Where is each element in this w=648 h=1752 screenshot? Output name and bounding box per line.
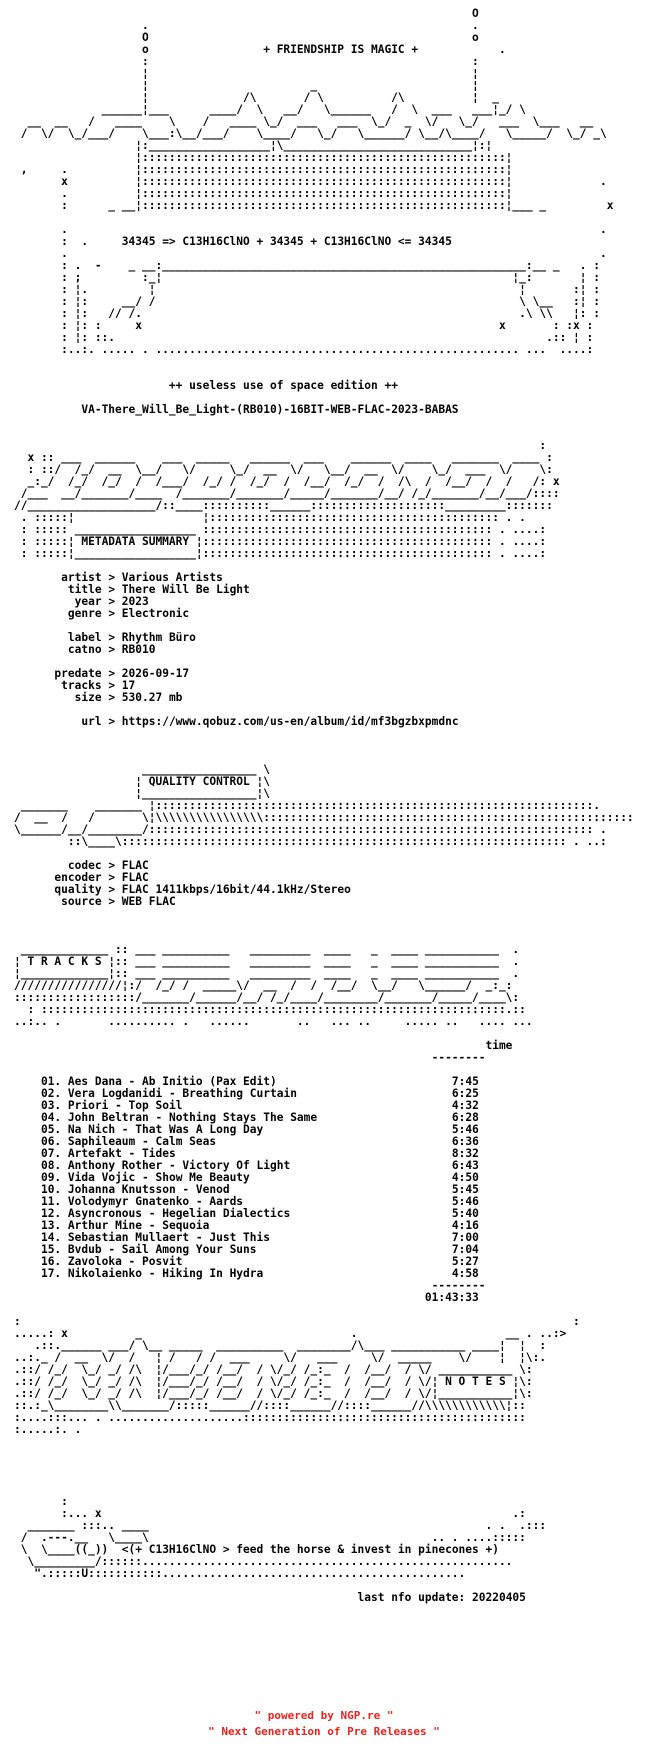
track-time: 7:04 <box>451 1243 479 1256</box>
powered-by-link[interactable]: " powered by NGP.re " <box>254 1709 394 1722</box>
track-number: 03. <box>40 1099 62 1112</box>
ascii-art-line: time <box>14 1039 513 1052</box>
section-title-notes: N O T E S <box>445 1375 506 1388</box>
ascii-art-line: : ::::: __________________ ::::::::::::::::::::::::::::::::::::::::::: . ....: <box>14 523 547 536</box>
last-update <box>14 1592 634 1604</box>
metadata-row: size > 530.27 mb <box>74 691 183 704</box>
ascii-art-line: -------- <box>14 1051 486 1064</box>
ascii-art-line: : _ __¦::::::::::::::::::::::::::::::::::::::::::::::::::::::¦___ _ x <box>14 199 614 212</box>
ascii-art-line: \______/__/________/:::::::::::::::::::::::::::::::::::::::::::::::::::::::::::::::::: . <box>14 823 607 836</box>
track-number: 07. <box>40 1147 62 1160</box>
track-title: Arthur Mine - Sequoia <box>67 1219 210 1232</box>
ascii-art-line: : <box>14 439 547 452</box>
ascii-art-line: ¦ _ ¦ <box>14 79 479 92</box>
track-time: 7:45 <box>451 1075 479 1088</box>
ascii-art-line: : :::::¦__________________¦::::::::::::::::::::::::::::::::::::::::::: . ....: <box>14 547 547 560</box>
track-time: 5:27 <box>451 1255 479 1268</box>
ascii-art-line <box>14 1472 634 1484</box>
ascii-art-line: ..:._ / __ \/ / ¦ / / / ___ \/ ___ \/ _____ \/ ¦ ¦\:. <box>14 1351 547 1364</box>
ascii-art-line: . ¦::::::::::::::::::::::::::::::::::::::::::::::::::::::¦ <box>14 187 513 200</box>
ascii-art-line: / .---.__ \____\ .. . ....::::: <box>14 1531 526 1544</box>
ascii-art-line: _________________ \ <box>14 763 270 776</box>
track-time: 4:16 <box>451 1219 479 1232</box>
track-time: 7:00 <box>451 1231 479 1244</box>
ascii-art-line: : ¦: ::. .:: ¦ : <box>14 331 594 344</box>
metadata-key: url <box>81 715 102 728</box>
quality-key: quality <box>54 883 102 896</box>
metadata-key: label <box>67 631 102 644</box>
formula-line: : . 34345 => C13H16ClNO + 34345 + C13H16ClNO <= 34345 <box>14 235 452 248</box>
ascii-art-line: /___ __/_______/____ /_______/_______/_____/_______/__/ /_/_______/__/___/:::: <box>14 487 560 500</box>
ascii-art-line: -------- <box>14 1279 486 1292</box>
ascii-art-line: ¦ ¦ <box>14 67 479 80</box>
track-time: 4:50 <box>451 1171 479 1184</box>
release-name <box>14 404 634 416</box>
ascii-art-line: ¦::::::::::::::::::::::::::::::::::::::::::::::::::::::¦ <box>14 151 513 164</box>
ascii-art-line: .::/ /_/ \_/ _/ /\ ¦/___/_/ /__/ / \/_/ /_:_ / /__/ / \/ ___________ \: <box>14 1363 533 1376</box>
ascii-art-line <box>14 1460 634 1472</box>
ascii-art-line: ______¦___ ____/ \ __/ \______ / \ ___ ___¦_/ \ <box>14 103 526 116</box>
ascii-art-line: _______ _______ ¦:::::::::::::::::::::::::::::::::::::::::::::::::::::::::::::::::. <box>14 799 600 812</box>
ascii-art-line: : ¦: __/ / \ \__ :¦ : <box>14 295 600 308</box>
track-title: Anthony Rother - Victory Of Light <box>67 1159 291 1172</box>
ascii-art-line: : ¦: : x x : :x : <box>14 319 594 332</box>
track-title: Priori - Top Soil <box>67 1099 183 1112</box>
ascii-art-line <box>14 416 634 428</box>
total-time-text: 01:43:33 <box>424 1291 479 1304</box>
metadata-row: genre > Electronic <box>67 607 190 620</box>
track-number: 08. <box>40 1159 62 1172</box>
section-header-notes: .::/ /_/ \_/ _/ /\ ¦/___/_/ /__/ / \/_/ /_:_ / /__/ / \/¦ N O T E S ¦\: <box>14 1375 533 1388</box>
quality-key: source <box>61 895 102 908</box>
ascii-art-line: //___________________/::____::::::::::______::::::::::::::::::::_________::::::: <box>14 499 553 512</box>
ascii-art-line <box>14 1484 634 1496</box>
track-time: 5:46 <box>451 1123 479 1136</box>
quality-row: source > WEB FLAC <box>61 895 176 908</box>
ascii-art-line: . . <box>14 247 607 260</box>
ascii-art-line: :... x .: <box>14 1507 526 1520</box>
track-title: Aes Dana - Ab Initio (Pax Edit) <box>67 1075 277 1088</box>
ascii-art-line: ¦:__________________¦\____________________________¦:¦ <box>14 139 493 152</box>
ascii-art-line: / \/ \_/___/ \___:\__/___/ \____/ \_/ \______/ \__/\____/ \_____/ \_/ _\ <box>14 127 607 140</box>
metadata-key: artist <box>61 571 102 584</box>
metadata-key: genre <box>67 607 102 620</box>
footer-tagline-link[interactable]: " Next Generation of Pre Releases " <box>208 1725 440 1738</box>
ascii-art-line: :.....:. . <box>14 1423 82 1436</box>
metadata-value: Various Artists <box>121 571 223 584</box>
metadata-value: There Will Be Light <box>121 583 250 596</box>
ascii-art-line: . . <box>14 223 607 236</box>
ascii-art-line <box>14 920 634 932</box>
quality-value: FLAC <box>121 871 149 884</box>
ascii-art-line: ::\____\:::::::::::::::::::::::::::::::::::::::::::::::::::::::::::::::::: . ..: <box>14 835 607 848</box>
track-title: Volodymyr Gnatenko - Aards <box>67 1195 244 1208</box>
header-title: o + FRIENDSHIP IS MAGIC + . <box>14 43 506 56</box>
track-number: 12. <box>40 1207 62 1220</box>
ascii-art-line: : : <box>14 55 479 68</box>
edition-line-text: ++ useless use of space edition ++ <box>168 379 398 392</box>
metadata-key: size <box>74 691 102 704</box>
edition-line <box>14 380 634 392</box>
ascii-art-line: : ¦. ¦ ¦ :¦ : <box>14 283 600 296</box>
metadata-row: year > 2023 <box>74 595 149 608</box>
track-number: 04. <box>40 1111 62 1124</box>
metadata-value: Rhythm Büro <box>121 631 196 644</box>
metadata-row: tracks > 17 <box>61 679 136 692</box>
header-title-text: + FRIENDSHIP IS MAGIC + <box>263 43 419 56</box>
ascii-art-line: __ __ / ____ \ / ____ \_/ ___ ___ \_/ _ \/ \_/ ___ \___ __ <box>14 115 594 128</box>
last-update-text: last nfo update: 20220405 <box>357 1591 526 1604</box>
ascii-art-line: _______ :::.. ____ . . .::: <box>14 1519 547 1532</box>
ascii-art-line: : ; :_¦ ¦_: ¦ : <box>14 271 600 284</box>
metadata-row: label > Rhythm Büro <box>67 631 196 644</box>
ascii-art-line: , . ¦::::::::::::::::::::::::::::::::::::::::::::::::::::::¦ <box>14 163 513 176</box>
track-title: Na Nich - That Was A Long Day <box>67 1123 264 1136</box>
section-title-metadata: METADATA SUMMARY <box>81 535 190 548</box>
metadata-key: year <box>74 595 102 608</box>
track-number: 17. <box>40 1267 62 1280</box>
ascii-art-line <box>14 740 634 752</box>
metadata-value: 2023 <box>121 595 149 608</box>
section-title-quality: QUALITY CONTROL <box>148 775 250 788</box>
ascii-art-line: : <box>14 1495 68 1508</box>
ascii-art-line: . . <box>14 19 479 32</box>
ascii-art-line: ¦_____________¦:: ___ __________ _________ ____ _ ____ ___________ . <box>14 967 520 980</box>
metadata-row: title > There Will Be Light <box>67 583 250 596</box>
ascii-art-line <box>14 1436 634 1448</box>
metadata-row: artist > Various Artists <box>61 571 223 584</box>
ascii-art-line <box>14 728 634 740</box>
track-title: Asyncronous - Hegelian Dialectics <box>67 1207 291 1220</box>
track-time: 4:32 <box>451 1099 479 1112</box>
track-time: 5:46 <box>451 1195 479 1208</box>
ascii-art-line: ..:.. . .......... . ...... .. ... .. ..... .. .... ... <box>14 1015 533 1028</box>
metadata-key: tracks <box>61 679 102 692</box>
ascii-art-line: : : <box>14 1315 580 1328</box>
quality-key: codec <box>67 859 102 872</box>
track-title: Bvdub - Sail Among Your Suns <box>67 1243 257 1256</box>
site-footer <box>0 1708 648 1740</box>
quality-value: FLAC 1411kbps/16bit/44.1kHz/Stereo <box>121 883 351 896</box>
ascii-art-line: / __ / / \¦\\\\\\\\\\\\\\\\::::::::::::::::::::::::::::::::::::::::::::::::::::::: <box>14 811 634 824</box>
track-title: Vera Logdanidi - Breathing Curtain <box>67 1087 297 1100</box>
ascii-art-line: O <box>14 8 479 20</box>
track-number: 13. <box>40 1219 62 1232</box>
track-time: 5:45 <box>451 1183 479 1196</box>
quality-row: codec > FLAC <box>67 859 149 872</box>
section-header-metadata: : :::::¦ METADATA SUMMARY ¦::::::::::::::::::::::::::::::::::::::::::: . ....: <box>14 535 547 548</box>
track-number: 16. <box>40 1255 62 1268</box>
quality-row: encoder > FLAC <box>54 871 149 884</box>
metadata-value: 2026-09-17 <box>121 667 190 680</box>
ascii-art-line: O o <box>14 31 479 44</box>
track-time: 4:58 <box>451 1267 479 1280</box>
ascii-art-line: x ¦::::::::::::::::::::::::::::::::::::::::::::::::::::::¦ . <box>14 175 607 188</box>
section-title-tracks: T R A C K S <box>27 955 102 968</box>
ascii-art-line: x :: ___ ______ ___ _____ ______ ___ ______ ____ _______ ____ : <box>14 451 553 464</box>
ascii-art-line: ¦_________________¦\ <box>14 787 270 800</box>
section-header-tracks: ¦ T R A C K S ¦:: ___ __________ _________ ____ _ ____ ___________ . <box>14 955 520 968</box>
track-title: Artefakt - Tides <box>67 1147 176 1160</box>
track-number: 14. <box>40 1231 62 1244</box>
track-title: Zavoloka - Posvit <box>67 1255 183 1268</box>
track-title: Vida Vojic - Show Me Beauty <box>67 1171 250 1184</box>
ascii-art-line: ".:::::U:::::::::::............................................. <box>14 1567 466 1580</box>
ascii-art-line: ////////////////¦:/ /_/ / _____\/ __ / / /__/ \__/ \______/ _:_: <box>14 979 513 992</box>
release-name-text: VA-There_Will_Be_Light-(RB010)-16BIT-WEB-FLAC-2023-BABAS <box>81 403 459 416</box>
ascii-art-line <box>14 1448 634 1460</box>
track-title: Johanna Knutsson - Venod <box>67 1183 230 1196</box>
quality-value: FLAC <box>121 859 149 872</box>
metadata-value: RB010 <box>121 643 156 656</box>
section-header-quality: ¦ QUALITY CONTROL ¦\ <box>14 775 270 788</box>
metadata-key: predate <box>54 667 102 680</box>
quality-row: quality > FLAC 1411kbps/16bit/44.1kHz/Stereo <box>54 883 351 896</box>
track-time: 6:43 <box>451 1159 479 1172</box>
ascii-art-line <box>14 356 634 368</box>
track-number: 02. <box>40 1087 62 1100</box>
formula-line-text: 34345 => C13H16ClNO + 34345 + C13H16ClNO <= 34345 <box>121 235 452 248</box>
ascii-art-line: : ::/ /_/ __ \__/ \/ \_/ __ \/ \__/ __ \/ \_/ ___ \/ \: <box>14 463 553 476</box>
ascii-art-line: _:_/ /_/ /_/ / /___/ /_/ / /_/ / /__/ /_/ / /\ / /__/ / / /: x <box>14 475 560 488</box>
ascii-art-line: .::/ /_/ \_/ _/ /\ ¦/___/_/ /__/ / \/_/ /_:_ / /__/ / \/¦___________¦\: <box>14 1387 533 1400</box>
ascii-art-line: . :::::¦ ¦::::::::::::::::::::::::::::::::::::::::::: . . <box>14 511 526 524</box>
track-time: 6:25 <box>451 1087 479 1100</box>
notes-tagline-text: <(+ C13H16ClNO > feed the horse & invest in pinecones +) <box>121 1543 499 1556</box>
track-title: Saphileaum - Calm Seas <box>67 1135 217 1148</box>
ascii-art-line: .....: x _ . __ . ..:> <box>14 1327 567 1340</box>
metadata-value: Electronic <box>121 607 190 620</box>
ascii-art-line: :....:::... . ....................:::::::::::::::::::::::::::::::::::::::::: <box>14 1411 526 1424</box>
track-time: 6:28 <box>451 1111 479 1124</box>
track-title: Sebastian Mullaert - Just This <box>67 1231 270 1244</box>
ascii-art-line: : . - _ __:______________________________________________________:__ _ . : <box>14 259 600 272</box>
metadata-value: 530.27 mb <box>121 691 183 704</box>
track-title: Nikolaienko - Hiking In Hydra <box>67 1267 264 1280</box>
metadata-key: title <box>67 583 102 596</box>
track-time: 8:32 <box>451 1147 479 1160</box>
metadata-row: catno > RB010 <box>67 643 156 656</box>
track-time: 5:40 <box>451 1207 479 1220</box>
track-number: 05. <box>40 1123 62 1136</box>
metadata-value: https://www.qobuz.com/us-en/album/id/mf3bgzbxpmdnc <box>121 715 459 728</box>
track-number: 01. <box>40 1075 62 1088</box>
notes-tagline: \ \____((_)) <(+ C13H16ClNO > feed the horse & invest in pinecones +) <box>14 1543 499 1556</box>
metadata-row: predate > 2026-09-17 <box>54 667 190 680</box>
track-time: 6:36 <box>451 1135 479 1148</box>
ascii-art-line: : ¦: // /. .\ \\ ¦: : <box>14 307 600 320</box>
ascii-art-line: \_________/::::::....................................................... <box>14 1555 513 1568</box>
track-title: John Beltran - Nothing Stays The Same <box>67 1111 318 1124</box>
nfo-document <box>14 8 634 1604</box>
ascii-art-line: ::.:_\________\\_______/:::::______//::::______//::::______//\\\\\\\\\\\\¦:: <box>14 1399 526 1412</box>
quality-value: WEB FLAC <box>121 895 176 908</box>
total-time <box>14 1292 634 1304</box>
track-number: 06. <box>40 1135 62 1148</box>
ascii-art-line: .::.______ ___/ \__ _____ __________ ________/\___ ___________ ____¦ ¦ : <box>14 1339 547 1352</box>
track-number: 10. <box>40 1183 62 1196</box>
track-number: 09. <box>40 1171 62 1184</box>
ascii-art-line: ¦ /\ / \ /\ ¦ _ <box>14 91 499 104</box>
ascii-art-line: : :::::::::::::::::::::::::::::::::::::::::::::::::::::::::::::::::::::.:: <box>14 1003 526 1016</box>
track-number: 11. <box>40 1195 62 1208</box>
track-number: 15. <box>40 1243 62 1256</box>
metadata-key: catno <box>67 643 102 656</box>
quality-key: encoder <box>54 871 102 884</box>
ascii-art-line: ::::::::::::::::::/_______/______/__/ /_/____/________/_______/_____/____\: <box>14 991 520 1004</box>
metadata-row[interactable]: url > https://www.qobuz.com/us-en/album/id/mf3bgzbxpmdnc <box>81 715 459 728</box>
ascii-art-line: :..:. ..... . ...................................................... ... ....: <box>14 343 594 356</box>
ascii-art-line: _____________ :: ___ __________ _________ ____ _ ____ ___________ . <box>14 943 520 956</box>
metadata-value: 17 <box>121 679 136 692</box>
ascii-art-line <box>14 908 634 920</box>
